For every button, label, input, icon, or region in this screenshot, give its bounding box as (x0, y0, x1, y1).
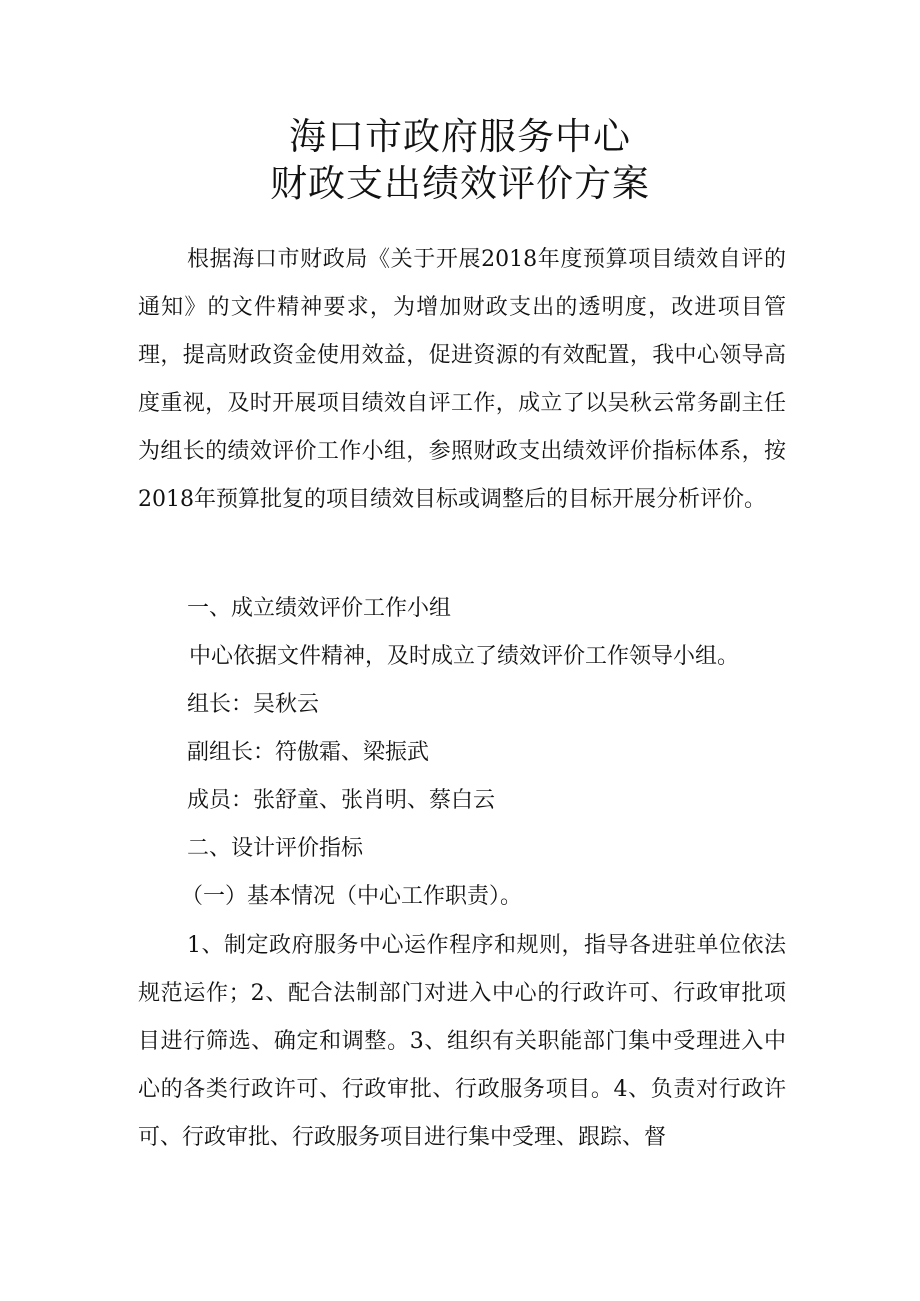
section-2-heading: 二、设计评价指标 (187, 836, 364, 861)
document-title-line-1: 海口市政府服务中心 (289, 115, 631, 158)
document-title-line-2: 财政支出绩效评价方案 (270, 162, 650, 205)
section-2-subheading: （一）基本情况（中心工作职责）。 (181, 884, 523, 909)
group-members: 成员：张舒童、张肖明、蔡白云 (187, 788, 496, 813)
group-deputy-leaders: 副组长：符傲霜、梁振武 (187, 740, 430, 765)
section-1-description: 中心依据文件精神，及时成立了绩效评价工作领导小组。 (189, 644, 740, 669)
group-leader: 组长：吴秋云 (187, 692, 320, 717)
section-2-paragraph: 1、制定政府服务中心运作程序和规则，指导各进驻单位依法规范运作；2、配合法制部门对进入中心的行政许可、行政审批项目进行筛选、确定和调整。3、组织有关职能部门集中受理进入中心的各类行政许可、行政审批、行政服务项目。4、负责对行政许可、行政审批、行政服务项目进行集中受理、跟踪、督 (138, 933, 786, 1150)
intro-paragraph: 根据海口市财政局《关于开展2018年度预算项目绩效自评的通知》的文件精神要求，为增加财政支出的透明度，改进项目管理，提高财政资金使用效益，促进资源的有效配置，我中心领导高度重视，及时开展项目绩效自评工作，成立了以吴秋云常务副主任为组长的绩效评价工作小组，参照财政支出绩效评价指标体系，按2018年预算批复的项目绩效目标或调整后的目标开展分析评价。 (138, 247, 786, 512)
section-1-heading: 一、成立绩效评价工作小组 (187, 596, 452, 621)
